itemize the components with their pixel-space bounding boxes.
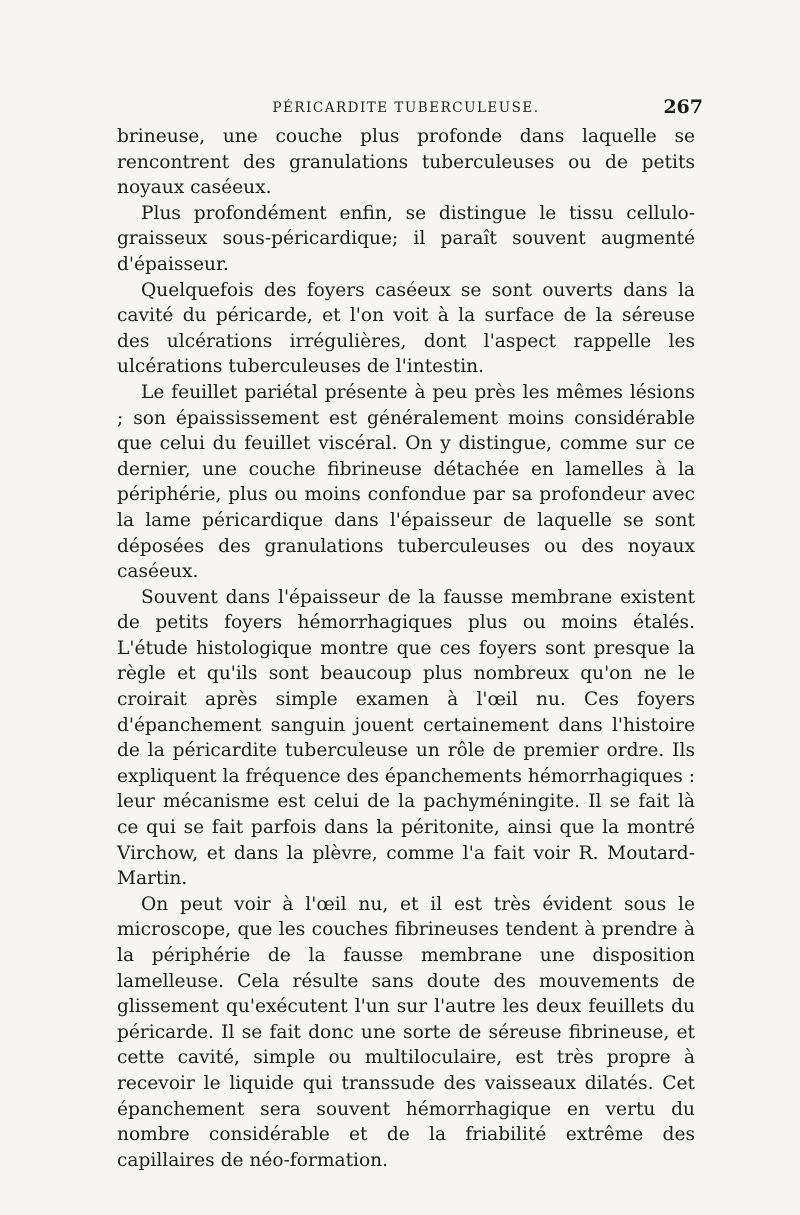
paragraph: Quelquefois des foyers caséeux se sont ouverts dans la cavité du péricarde, et l'on voit à la surface de la séreuse des ulcérations irrégulières, dont l'aspect rappelle les ulcérations tuberculeuses de l'intestin. [117, 279, 695, 378]
page-number: 267 [663, 96, 703, 118]
paragraph-continued: brineuse, une couche plus profonde dans laquelle se rencontrent des granulations tuberculeuses ou de petits noyaux caséeux. [117, 126, 695, 199]
paragraph: On peut voir à l'œil nu, et il est très évident sous le microscope, que les couches fibrineuses tendent à prendre à la périphérie de la fausse membrane une disposition lamelleuse. Cela résulte sans doute des mouvements de glissement qu'exécutent l'un sur l'autre les deux feuillets du péricarde. Il se fait donc une sorte de séreuse fibrineuse, et cette cavité, simple ou multiloculaire, est très propre à recevoir le liquide qui transsude des vaisseaux dilatés. Cet épanchement sera souvent hémorrhagique en vertu du nombre considérable et de la friabilité extrême des capillaires de néo-formation. [117, 893, 695, 1171]
paragraph: Souvent dans l'épaisseur de la fausse membrane existent de petits foyers hémorrhagiques plus ou moins étalés. L'étude histologique montre que ces foyers sont presque la règle et qu'ils sont beaucoup plus nombreux qu'on ne le croirait après simple examen à l'œil nu. Ces foyers d'épanchement sanguin jouent certainement dans l'histoire de la péricardite tuberculeuse un rôle de premier ordre. Ils expliquent la fréquence des épanchements hémorrhagiques : leur mécanisme est celui de la pachyméningite. Il se fait là ce qui se fait parfois dans la péritonite, ainsi que la montré Virchow, et dans la plèvre, comme l'a fait voir R. Moutard-Martin. [117, 586, 695, 890]
paragraph: Le feuillet pariétal présente à peu près les mêmes lésions ; son épaississement est généralement moins considérable que celui du feuillet viscéral. On y distingue, comme sur ce dernier, une couche fibrineuse détachée en lamelles à la périphérie, plus ou moins confondue par sa profondeur avec la lame péricardique dans l'épaisseur de laquelle se sont déposées des granulations tuberculeuses ou des noyaux caséeux. [117, 381, 695, 583]
running-title: PÉRICARDITE TUBERCULEUSE. [272, 100, 540, 116]
paragraph: Plus profondément enfin, se distingue le tissu cellulo-graisseux sous-péricardique; il paraît souvent augmenté d'épaisseur. [117, 202, 695, 275]
running-head [117, 88, 703, 124]
body-text [117, 124, 695, 1173]
book-page [117, 88, 703, 1173]
